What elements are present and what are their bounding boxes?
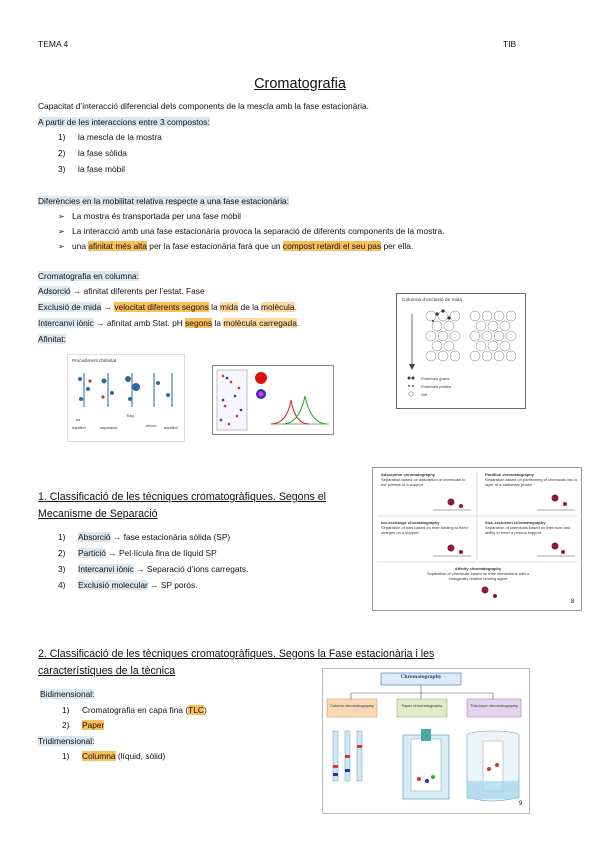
header-left: TEMA 4 — [38, 39, 69, 49]
bullet-item: ➢ La interacció amb una fase estacionària provoca la separació de diferents components de la mostra. — [58, 226, 445, 236]
column-heading: Cromatografia en columna: — [38, 271, 140, 281]
affinity-figure: Procediment d’afinitat es equilibri separació Tiag elució equilibri — [67, 354, 185, 442]
bidimensional-heading: Bidimensional: — [40, 689, 95, 699]
intro-line: Capacitat d’interacció diferencial dels components de la mescla amb la fase estacionària. — [38, 101, 369, 111]
figure-page-number: 9 — [519, 801, 523, 807]
section1-title-cont: Mecanisme de Separació — [38, 508, 158, 520]
tridimensional-heading: Tridimensional: — [38, 736, 95, 746]
tree-branch-label: Paper chromatography — [401, 703, 443, 708]
list-item: 1) Absorció → fase estacionària sòlida (SP) — [58, 532, 231, 542]
list-item: 1) Columna (líquid, sòlid) — [62, 751, 166, 761]
column-line-ion: Intercanvi iònic → afinitat amb Stat. pH segons la molècula carregada. — [38, 318, 300, 328]
tree-root-label: Chromatography — [400, 674, 442, 680]
bullet-item: ➢ una afinitat més alta per la fase estacionària farà que un compost retardi el seu pas per ella. — [58, 241, 414, 251]
mobility-heading: Diferències en la mobilitat relativa respecte a una fase estacionària: — [38, 196, 289, 206]
arrow-bullet-icon: ➢ — [58, 212, 65, 221]
list-item: 4) Exclusió molecular → SP porós. — [58, 580, 198, 590]
section1-title: 1. Classificació de les tècniques cromatogràfiques. Segons el — [38, 491, 326, 503]
intro-subheading: A partir de les interaccions entre 3 compostos: — [38, 117, 210, 127]
chromatography-tree-figure — [322, 668, 530, 814]
column-line-affinity: Afinitat: — [38, 334, 66, 344]
chromatography-types-figure: Adsorption chromatography Separation based on adsorption of chemicals to the surface of a support Partition chromatography Separation based on partitioning of chemicals into a layer of a stationary phase Ion-exchange chromatography Separation of ions based on their binding to fixed charges on a support Size-exclusion chromatography Separation of chemicals based on their size and ability to enter a porous support Affinity chromatography Separation of chemicals based on their interactions with a biologically relative binding agent 8 — [372, 467, 582, 611]
list-item: 2) Partició → Pel·lícula fina de líquid SP — [58, 548, 217, 558]
section2-title-cont: característiques de la tècnica — [38, 665, 176, 677]
section2-title: 2. Classificació de les tècniques cromatogràfiques. Segons la Fase estacionària i les — [38, 648, 435, 660]
list-item: 3) Intercanvi iònic → Separació d’ions carregats. — [58, 564, 249, 574]
tree-branch-label: Column chromatography — [330, 703, 374, 708]
page-title: Cromatografia — [254, 76, 346, 92]
list-item: 1) Cromatografia en capa fina (TLC) — [62, 705, 207, 715]
size-exclusion-figure: Columna d’exclusió de mida Proteïnes grans Proteïnes petites Gel — [396, 293, 526, 409]
bullet-item: ➢ La mostra és transportada per una fase mòbil — [58, 211, 241, 221]
list-item: 2) Paper — [62, 720, 105, 730]
tree-branch-label: Thin-layer chromatography — [470, 703, 518, 708]
header-right: TIB — [503, 39, 517, 49]
figure-page-number: 8 — [571, 599, 575, 605]
list-item: 1) la mescla de la mostra — [58, 132, 162, 142]
list-item: 3) la fase mòbil — [58, 164, 126, 174]
separation-figure — [212, 365, 334, 435]
list-item: 2) la fase sòlida — [58, 148, 127, 158]
column-line-adsorption: Adsorció → afinitat diferents per l’estat. Fase — [38, 286, 205, 296]
column-line-exclusion: Exclusió de mida → velocitat diferents segons la mida de la molècula. — [38, 302, 297, 312]
arrow-bullet-icon: ➢ — [58, 242, 65, 251]
arrow-bullet-icon: ➢ — [58, 227, 65, 236]
